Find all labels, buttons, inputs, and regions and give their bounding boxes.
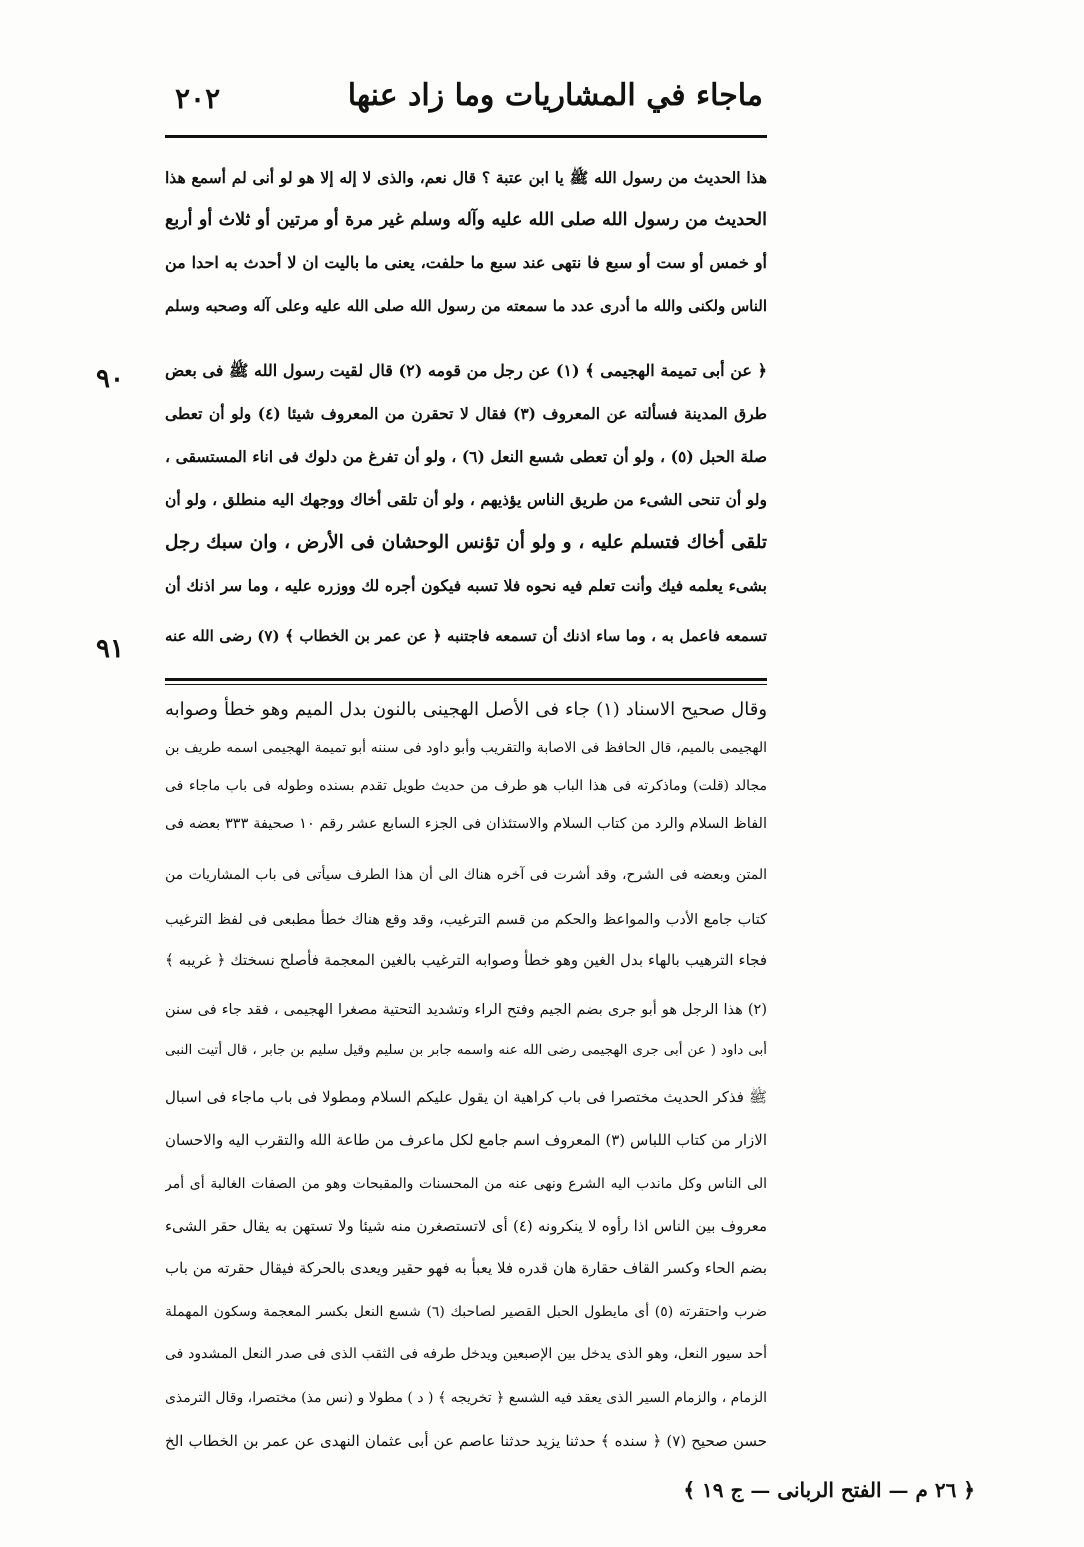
footnote-line: وقال صحيح الاسناد (١) جاء فى الأصل الهجينى بالنون بدل الميم وهو خطأ وصوابه: [165, 699, 767, 720]
main-line: بشىء يعلمه فيك وأنت تعلم فيه نحوه فلا تسبه فيكون أجره لك ووزره عليه ، وما سر اذنك أن: [165, 576, 767, 595]
footnote-line: بضم الحاء وكسر القاف حقارة هان قدره فلا يعبأ به فهو حقير ويعدى بالحركة فيقال حقرته من باب: [165, 1259, 767, 1277]
footnote-line: الهجيمى بالميم، قال الحافظ فى الاصابة والتقريب وأبو داود فى سننه أبو تميمة الهجيمى اسمه طريف بن: [165, 740, 767, 756]
main-line: ﴿ عن أبى تميمة الهجيمى ﴾ (١) عن رجل من قومه (٢) قال لقيت رسول الله ﷺ فى بعض: [165, 361, 767, 380]
main-line: طرق المدينة فسألته عن المعروف (٣) فقال لا تحقرن من المعروف شيئا (٤) ولو أن تعطى: [165, 404, 767, 423]
main-line: الناس ولكنى والله ما أدرى عدد ما سمعته من رسول الله صلى الله عليه وعلى آله وصحبه وسلم: [165, 297, 767, 315]
running-header: [175, 78, 763, 126]
footnote-line: معروف بين الناس اذا رأوه لا ينكرونه (٤) أى لاتستصغرن منه شيئا ولا تستهن به يقال حقر الشىء: [165, 1217, 767, 1235]
footnote-line: المتن وبعضه فى الشرح، وقد أشرت فى آخره هناك الى أن هذا الطرف سيأتى فى باب المشاريات من: [165, 867, 767, 883]
footnote-line: الى الناس وكل ماندب اليه الشرع ونهى عنه من المحسنات والمقبحات وهو من الصفات الغالبة أى أمر: [165, 1176, 767, 1192]
footnote-line: كتاب جامع الأدب والمواعظ والحكم من قسم الترغيب، وقد وقع هناك خطأ مطبعى فى لفظ الترغيب: [165, 912, 767, 928]
footnote-line: أحد سيور النعل، وهو الذى يدخل بين الإصبعين ويدخل طرفه فى الثقب الذى فى صدر النعل المشدود فى: [165, 1346, 767, 1362]
footnote-line: ضرب واحتقرته (٥) أى مايطول الحبل القصير لصاحبك (٦) شسع النعل بكسر المعجمة وسكون المهملة: [165, 1304, 767, 1320]
footnote-rule: [165, 678, 767, 681]
main-line: صلة الحبل (٥) ، ولو أن تعطى شسع النعل (٦) ، ولو أن تفرغ من دلوك فى اناء المستسقى ،: [165, 447, 767, 466]
main-line: تسمعه فاعمل به ، وما ساء اذنك أن تسمعه فاجتنبه ﴿ عن عمر بن الخطاب ﴾ (٧) رضى الله عنه: [165, 627, 767, 645]
main-line: الحديث من رسول الله صلى الله عليه وآله وسلم غير مرة أو مرتين أو ثلاث أو أربع: [165, 210, 767, 230]
footnote-line: حسن صحيح (٧) ﴿ سنده ﴾ حدثنا يزيد حدثنا عاصم عن أبى عثمان النهدى عن عمر بن الخطاب الخ: [165, 1432, 767, 1450]
footnote-line: أبى داود ( عن أبى جرى الهجيمى رضى الله عنه واسمه جابر بن سليم وقيل سليم بن جابر ، قال أتيت النبى: [165, 1042, 767, 1058]
header-rule: [165, 135, 767, 138]
footnote-line: مجالد (قلت) وماذكرته فى هذا الباب هو طرف من حديث طويل تقدم بسنده وطوله فى باب ماجاء فى: [165, 778, 767, 794]
main-line: أو خمس أو ست أو سبع فا نتهى عند سبع ما حلفت، يعنى ما باليت ان لا أحدث به احدا من: [165, 253, 767, 272]
footnote-line: الزمام ، والزمام السير الذى يعقد فيه الشسع ﴿ تخريجه ﴾ ( د ) مطولا و (نس مذ) مختصرا، وقال الترمذى: [165, 1390, 767, 1406]
footnote-rule-thin: [165, 684, 767, 685]
footnote-line: الازار من كتاب اللباس (٣) المعروف اسم جامع لكل ماعرف من طاعة الله والتقرب اليه والاحسان: [165, 1131, 767, 1149]
margin-number: ٩١: [96, 634, 124, 664]
main-line: تلقى أخاك فتسلم عليه ، و ولو أن تؤنس الوحشان فى الأرض ، وان سبك رجل: [165, 532, 767, 553]
page-number: ٢٠٢: [175, 82, 221, 115]
footnote-line: (٢) هذا الرجل هو أبو جرى بضم الجيم وفتح الراء وتشديد التحتية مصغرا الهجيمى ، فقد جاء فى سنن: [165, 1002, 767, 1018]
signature-mark: ﴿ ٢٦ م — الفتح الربانى — ج ١٩ ﴾: [683, 1478, 975, 1502]
margin-number: ٩٠: [96, 364, 124, 394]
header-title: ماجاء في المشاريات وما زاد عنها: [347, 78, 763, 113]
main-line: هذا الحديث من رسول الله ﷺ يا ابن عتبة ؟ قال نعم، والذى لا إله إلا هو لو أنى لم أسمع هذا: [165, 168, 767, 187]
footnote-line: الفاظ السلام والرد من كتاب السلام والاستئذان فى الجزء السابع عشر رقم ١٠ صحيفة ٣٣٣ بعضه فى: [165, 816, 767, 832]
footnote-line: ﷺ فذكر الحديث مختصرا فى باب كراهية ان يقول عليكم السلام ومطولا فى باب ماجاء فى اسبال: [165, 1088, 767, 1106]
main-line: ولو أن تنحى الشىء من طريق الناس يؤذيهم ، ولو أن تلقى أخاك ووجهك اليه منطلق ، ولو أن: [165, 490, 767, 509]
footnote-line: فجاء الترهيب بالهاء بدل الغين وهو خطأ وصوابه الترغيب بالغين المعجمة فأصلح نسختك ﴿ غريبه ﴾: [165, 951, 767, 969]
